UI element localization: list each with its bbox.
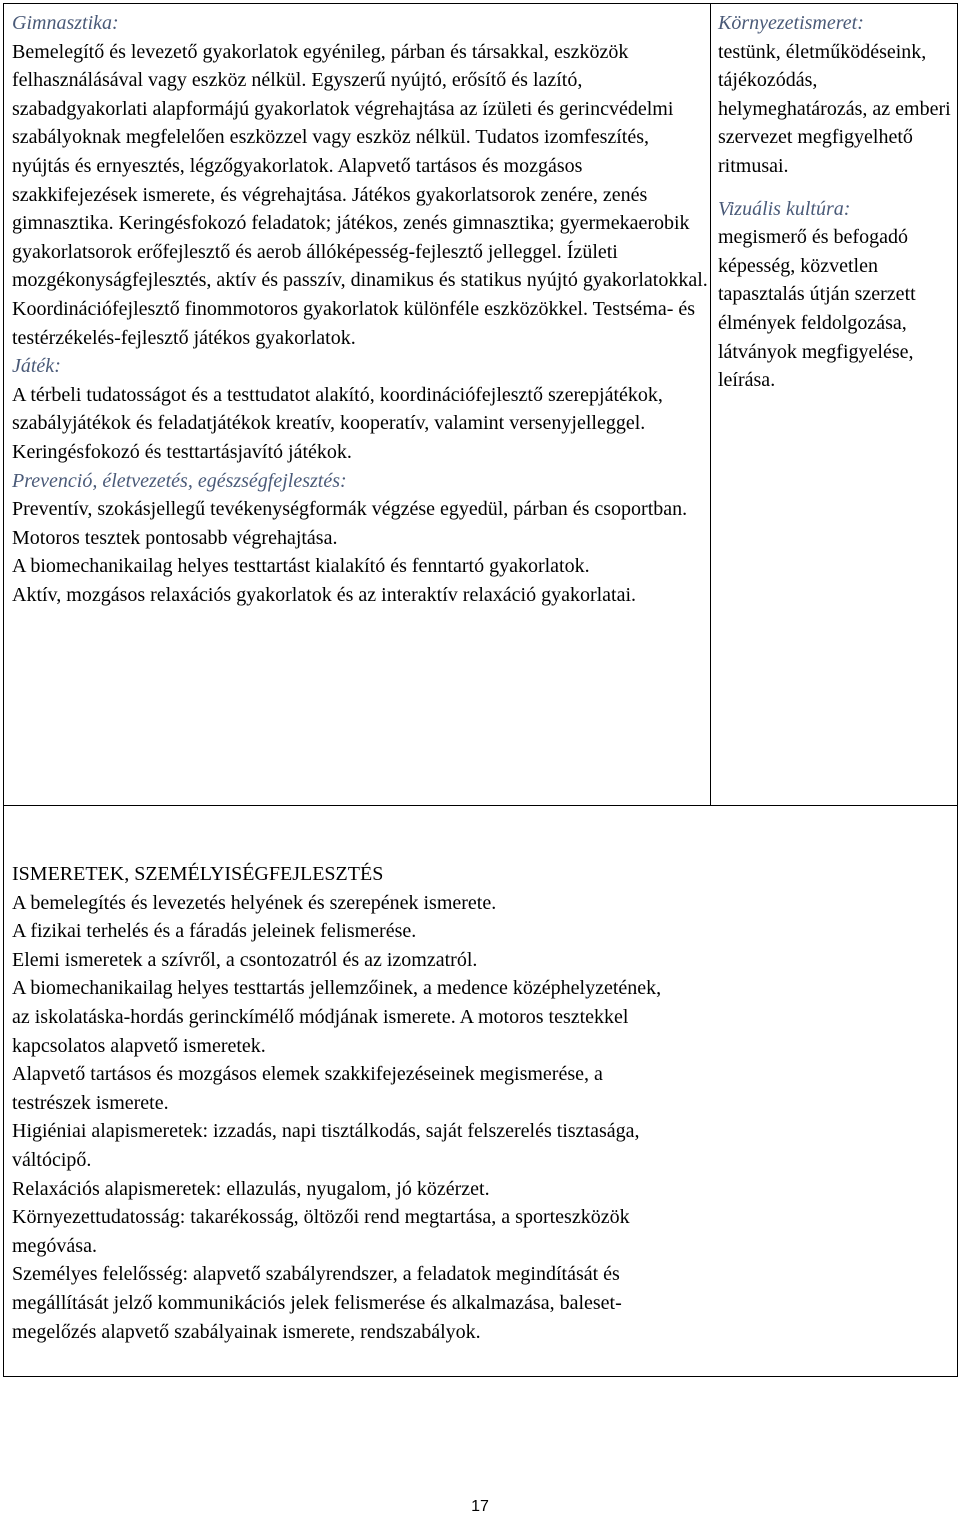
prevention-line: Aktív, mozgásos relaxációs gyakorlatok és az interaktív relaxáció gyakorlatai.	[12, 583, 637, 606]
visual-culture-label: Vizuális kultúra:	[718, 197, 851, 220]
knowledge-line: Elemi ismeretek a szívről, a csontozatról és az izomzatról.	[12, 948, 478, 971]
environment-text: testünk, életműködéseink, tájékozódás, helymeghatározás, az emberi szervezet megfigyelhető ritmusai.	[718, 40, 951, 177]
knowledge-line: A biomechanikailag helyes testtartás jellemzőinek, a medence középhelyzetének, az iskolatáska-hordás gerinckímélő módjának ismerete. A motoros tesztekkel kapcsolatos alapvető ismeretek.	[12, 977, 662, 1057]
row-divider	[4, 805, 957, 806]
knowledge-line: Higiéniai alapismeretek: izzadás, napi tisztálkodás, saját felszerelés tisztasága, váltócipő.	[12, 1120, 640, 1171]
knowledge-line: Relaxációs alapismeretek: ellazulás, nyugalom, jó közérzet.	[12, 1177, 490, 1200]
knowledge-line: Környezettudatosság: takarékosság, öltözői rend megtartása, a sporteszközök megóvása.	[12, 1206, 630, 1257]
knowledge-line: Személyes felelősség: alapvető szabályrendszer, a feladatok megindítását és megállítását jelző kommunikációs jelek felismerése és alkalmazása, baleset-megelőzés alapvető szabályainak ismerete, rendszabályok.	[12, 1263, 622, 1343]
gymnastics-label: Gimnasztika:	[12, 12, 119, 34]
activities-cell	[12, 9, 708, 609]
gymnastics-text: Bemelegítő és levezető gyakorlatok egyénileg, párban és társakkal, eszközök felhasználásával vagy eszköz nélkül. Egyszerű nyújtó, erősítő és lazító, szabadgyakorlati alapformájú gyakorlatok végrehajtása az ízületi és gerincvédelmi szabályoknak megfelelően eszközzel vagy eszköz nélkül. Tudatos izomfeszítés, nyújtás és ernyesztés, légzőgyakorlatok. Alapvető tartásos és mozgásos szakkifejezések ismerete, és végrehajtása. Játékos gyakorlatsorok zenére, zenés gimnasztika. Keringésfokozó feladatok; játékos, zenés gimnasztika; gyermekaerobik gyakorlatsorok erőfejlesztő és aerob állóképesség-fejlesztő jelleggel. Ízületi mozgékonyságfejlesztés, aktív és passzív, dinamikus és statikus nyújtó gyakorlatokkal. Koordinációfejlesztő finommotoros gyakorlatok különféle eszközökkel. Testséma- és testérzékelés-fejlesztő játékos gyakorlatok.	[12, 40, 708, 349]
knowledge-heading: ISMERETEK, SZEMÉLYISÉGFEJLESZTÉS	[12, 863, 384, 885]
page-number: 17	[471, 1498, 489, 1515]
knowledge-line: Alapvető tartásos és mozgásos elemek szakkifejezéseinek megismerése, a testrészek ismerete.	[12, 1063, 603, 1114]
game-text: A térbeli tudatosságot és a testtudatot alakító, koordinációfejlesztő szerepjátékok, szabályjátékok és feladatjátékok kreatív, kooperatív, valamint versenyjelleggel. Keringésfokozó és testtartásjavító játékok.	[12, 383, 663, 463]
prevention-line: A biomechanikailag helyes testtartást kialakító és fenntartó gyakorlatok.	[12, 555, 590, 578]
knowledge-cell	[12, 860, 942, 1346]
visual-culture-text: megismerő és befogadó képesség, közvetlen tapasztalás útján szerzett élmények feldolgozása, látványok megfigyelése, leírása.	[718, 226, 916, 392]
game-label: Játék:	[12, 355, 61, 378]
knowledge-line: A fizikai terhelés és a fáradás jeleinek felismerése.	[12, 920, 417, 943]
curriculum-table	[3, 3, 958, 1377]
column-divider	[710, 4, 711, 805]
connections-cell	[718, 9, 956, 395]
prevention-label: Prevenció, életvezetés, egészségfejlesztés:	[12, 469, 347, 492]
knowledge-line: A bemelegítés és levezetés helyének és szerepének ismerete.	[12, 891, 497, 914]
prevention-line: Motoros tesztek pontosabb végrehajtása.	[12, 526, 338, 549]
environment-label: Környezetismeret:	[718, 12, 864, 34]
prevention-line: Preventív, szokásjellegű tevékenységformák végzése egyedül, párban és csoportban.	[12, 498, 688, 521]
